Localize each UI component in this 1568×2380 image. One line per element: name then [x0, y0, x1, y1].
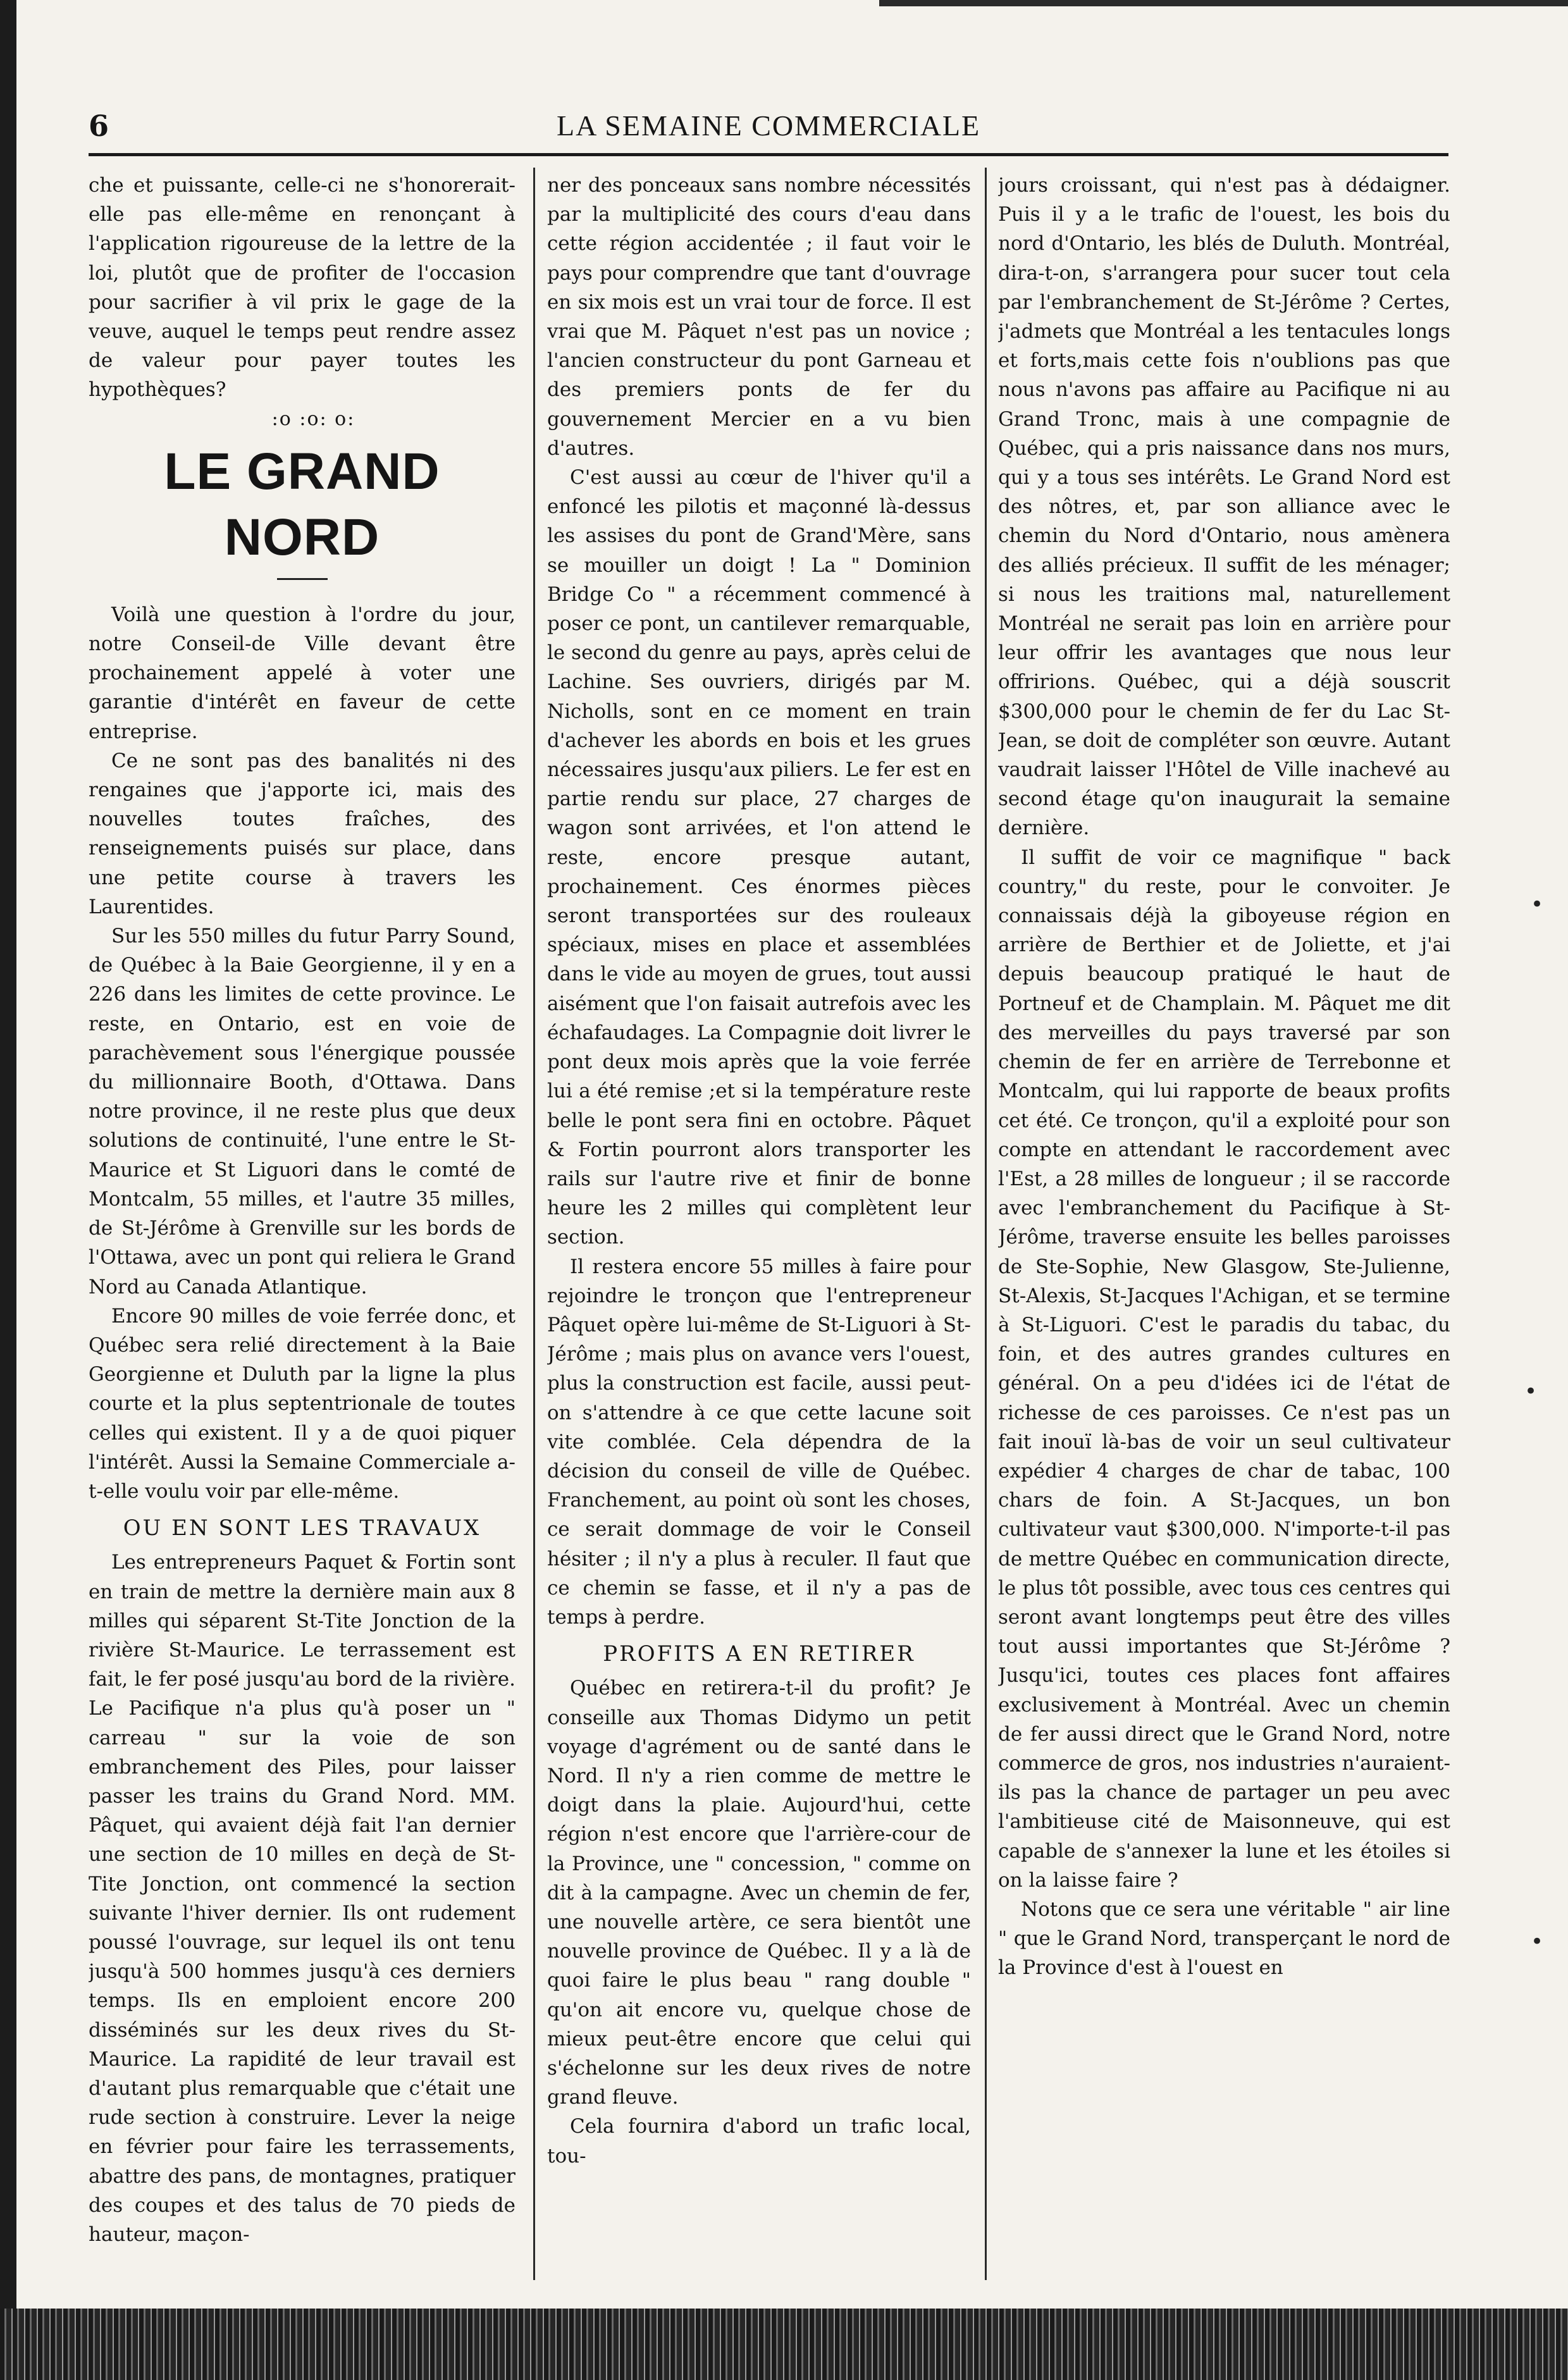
- paragraph: Sur les 550 milles du futur Parry Sound, de Québec à la Baie Georgienne, il y en a 226 dans les limites de cette province. Le reste, en Ontario, est en voie de parachèvement sous l'énergique poussée du millionnaire Booth, d'Ottawa. Dans notre province, il ne reste plus que deux solutions de continuité, l'une entre le St-Maurice et St Liguori dans le comté de Montcalm, 55 milles, et l'autre 35 milles, de St-Jérôme à Grenville sur les bords de l'Ottawa, avec un pont qui reliera le Grand Nord au Canada Atlantique.: [89, 925, 515, 1298]
- page-number: 6: [89, 109, 109, 143]
- column-1: [89, 171, 515, 2277]
- paragraph: Encore 90 milles de voie ferrée donc, et Québec sera relié directement à la Baie Georgienne et Duluth par la ligne la plus courte et la plus septentrionale de toutes celles qui existent. Il y a de quoi piquer l'intérêt. Aussi la Semaine Commerciale a-t-elle voulu voir par elle-même.: [89, 1304, 515, 1503]
- section-subheading: OU EN SONT LES TRAVAUX: [123, 1515, 481, 1541]
- paragraph: Notons que ce sera une véritable " air line " que le Grand Nord, transperçant le nord de la Province d'est à l'ouest en: [998, 1897, 1450, 1980]
- paragraph: Ce ne sont pas des banalités ni des rengaines que j'apporte ici, mais des nouvelles toutes fraîches, des renseignements puisés sur place, dans une petite course à travers les Laurentides.: [89, 749, 515, 918]
- page-header: [0, 0, 1568, 164]
- scan-speck: •: [1524, 1379, 1538, 1404]
- masthead-title: LA SEMAINE COMMERCIALE: [557, 109, 981, 142]
- column-rule-2: [985, 168, 987, 2280]
- paragraph: Les entrepreneurs Paquet & Fortin sont en train de mettre la dernière main aux 8 milles qui séparent St-Tite Jonction de la rivière St-Maurice. Le terrassement est fait, le fer posé jusqu'au bord de la rivière. Le Pacifique n'a plus qu'à poser un " carreau " sur la voie de son embranchement des Piles, pour laisser passer les trains du Grand Nord. MM. Pâquet, qui avaient déjà fait l'an dernier une section de 10 milles en deçà de St-Tite Jonction, ont commencé la section suivante l'hiver dernier. Ils ont rudement poussé l'ouvrage, sur lequel ils ont tenu jusqu'à 500 hommes jusqu'à ces derniers temps. Ils en emploient encore 200 disséminés sur les deux rives du St-Maurice. La rapidité de leur travail est d'autant plus remarquable que c'était une rude section à construire. Lever la neige en février pour faire les terrassements, abattre des pans, de montagnes, pratiquer des coupes et des talus de 70 pieds de hauteur, maçon-: [89, 1551, 515, 2246]
- scan-speck: •: [1531, 892, 1544, 917]
- scan-speck: •: [1531, 1929, 1544, 1954]
- headline-dash: [277, 578, 328, 580]
- scan-bottom-noise: [0, 2309, 1568, 2380]
- paragraph: Il restera encore 55 milles à faire pour rejoindre le tronçon que l'entrepreneur Pâquet opère lui-même de St-Liguori à St-Jérôme ; mais plus on avance vers l'ouest, plus la construction est facile, aussi peut-on s'attendre à ce que cette lacune soit vite comblée. Cela dépendra de la décision du conseil de ville de Québec. Franchement, au point où sont les choses, ce serait dommage de voir le Conseil hésiter ; il n'y a plus à reculer. Il faut que ce chemin se fasse, et il n'y a pas de temps à perdre.: [547, 1255, 971, 1629]
- paragraph: ner des ponceaux sans nombre nécessités par la multiplicité des cours d'eau dans cette région accidentée ; il faut voir le pays pour comprendre que tant d'ouvrage en six mois est un vrai tour de force. Il est vrai que M. Pâquet n'est pas un novice ; l'ancien constructeur du pont Garneau et des premiers ponts de fer du gouvernement Mercier en a vu bien d'autres.: [547, 174, 971, 460]
- ornamental-divider: :o :o: o:: [271, 407, 355, 430]
- section-subheading: PROFITS A EN RETIRER: [603, 1641, 915, 1667]
- paragraph: C'est aussi au cœur de l'hiver qu'il a enfoncé les pilotis et maçonné là-dessus les assises du pont de Grand'Mère, sans se mouiller un doigt ! La " Dominion Bridge Co " a récemment commencé à poser ce pont, un cantilever remarquable, le second du genre au pays, après celui de Lachine. Ses ouvriers, dirigés par M. Nicholls, sont en ce moment en train d'achever les abords en bois et les grues nécessaires jusqu'aux piliers. Le fer est en partie rendu sur place, 27 charges de wagon sont arrivées, et l'on attend le reste, encore presque autant, prochainement. Ces énormes pièces seront transportées sur des rouleaux spéciaux, mises en place et assemblées dans le vide au moyen de grues, tout aussi aisément que l'on faisait autrefois avec les échafaudages. La Compagnie doit livrer le pont deux mois après que la voie ferrée lui a été remise ;et si la température reste belle le pont sera fini en octobre. Pâquet & Fortin pourront alors transporter les rails sur l'autre rive et finir de bonne heure les 2 milles qui complètent leur section.: [547, 466, 971, 1249]
- paragraph: Il suffit de voir ce magnifique " back country," du reste, pour le convoiter. Je connaissais déjà la giboyeuse région en arrière de Berthier et de Joliette, et j'ai depuis beaucoup pratiqué le haut de Portneuf et de Champlain. M. Pâquet me dit des merveilles du pays traversé par son chemin de fer en arrière de Terrebonne et Montcalm, qui lui rapporte de beaux profits cet été. Ce tronçon, qu'il a exploité pour son compte en attendant le raccordement avec l'Est, a 28 milles de longueur ; il se raccorde avec l'embranchement du Pacifique à St-Jérôme, traverse ensuite les belles paroisses de Ste-Sophie, New Glasgow, Ste-Julienne, St-Alexis, St-Jacques l'Achigan, et se termine à St-Liguori. C'est le paradis du tabac, du foin, et des autres grandes cultures en général. On a peu d'idées ici de l'état de richesse de ces paroisses. Ce n'est pas un fait inouï là-bas de voir un seul cultivateur expédier 4 charges de char de tabac, 100 chars de foin. A St-Jacques, un bon cultivateur vaut $300,000. N'importe-t-il pas de mettre Québec en communication directe, le plus tôt possible, avec tous ces centres qui seront avant longtemps peut être des villes tout aussi importantes que St-Jérôme ? Jusqu'ici, toutes ces places font affaires exclusivement à Montréal. Avec un chemin de fer aussi direct que le Grand Nord, notre commerce de gros, nos industries n'auraient-ils pas la chance de partager un peu avec l'ambitieuse cité de Maisonneuve, qui est capable de s'annexer la lune et les étoiles si on la laisse faire ?: [998, 846, 1450, 1892]
- article-headline: LE GRAND NORD: [164, 442, 440, 566]
- column-3: [998, 171, 1450, 2277]
- paragraph: jours croissant, qui n'est pas à dédaigner. Puis il y a le trafic de l'ouest, les bois du nord d'Ontario, les blés de Duluth. Montréal, dira-t-on, s'arrangera pour sucer tout cela par l'embranchement de St-Jérôme ? Certes, j'admets que Montréal a les tentacules longs et forts,mais cette fois n'oublions pas que nous n'avons pas affaire au Pacifique ni au Grand Tronc, mais à une compagnie de Québec, qui a pris naissance dans nos murs, qui y a tous ses intérêts. Le Grand Nord est des nôtres, et, par son alliance avec le chemin du Nord d'Ontario, nous amènera des alliés précieux. Il suffit de les ménager; si nous les traitions mal, naturellement Montréal ne serait pas loin en arrière pour leur offrir les avantages que nous leur offririons. Québec, qui a déjà souscrit $300,000 pour le chemin de fer du Lac St-Jean, se doit de compléter son œuvre. Autant vaudrait laisser l'Hôtel de Ville inachevé au second étage qu'on inaugurait la semaine dernière.: [998, 174, 1450, 840]
- header-rule: [89, 153, 1448, 156]
- column-2: [547, 171, 971, 2277]
- paragraph: che et puissante, celle-ci ne s'honorerait-elle pas elle-même en renonçant à l'application rigoureuse de la lettre de la loi, plutôt que de profiter de l'occasion pour sacrifier à vil prix le gage de la veuve, auquel le temps peut rendre assez de valeur pour payer toutes les hypothèques?: [89, 174, 515, 402]
- paragraph: Québec en retirera-t-il du profit? Je conseille aux Thomas Didymo un petit voyage d'agrément ou de santé dans le Nord. Il n'y a rien comme de mettre le doigt dans la plaie. Aujourd'hui, cette région n'est encore que l'arrière-cour de la Province, une " concession, " comme on dit à la campagne. Avec un chemin de fer, une nouvelle artère, ce sera bientôt une nouvelle province de Québec. Il y a là de quoi faire le plus beau " rang double " qu'on ait encore vu, quelque chose de mieux peut-être encore que celui qui s'échelonne sur les deux rives de notre grand fleuve.: [547, 1677, 971, 2109]
- paragraph: Voilà une question à l'ordre du jour, notre Conseil-de Ville devant être prochainement appelé à voter une garantie d'intérêt en faveur de cette entreprise.: [89, 603, 515, 743]
- scan-left-edge: [0, 0, 16, 2380]
- column-rule-1: [533, 168, 535, 2280]
- paragraph: Cela fournira d'abord un trafic local, tou-: [547, 2115, 971, 2167]
